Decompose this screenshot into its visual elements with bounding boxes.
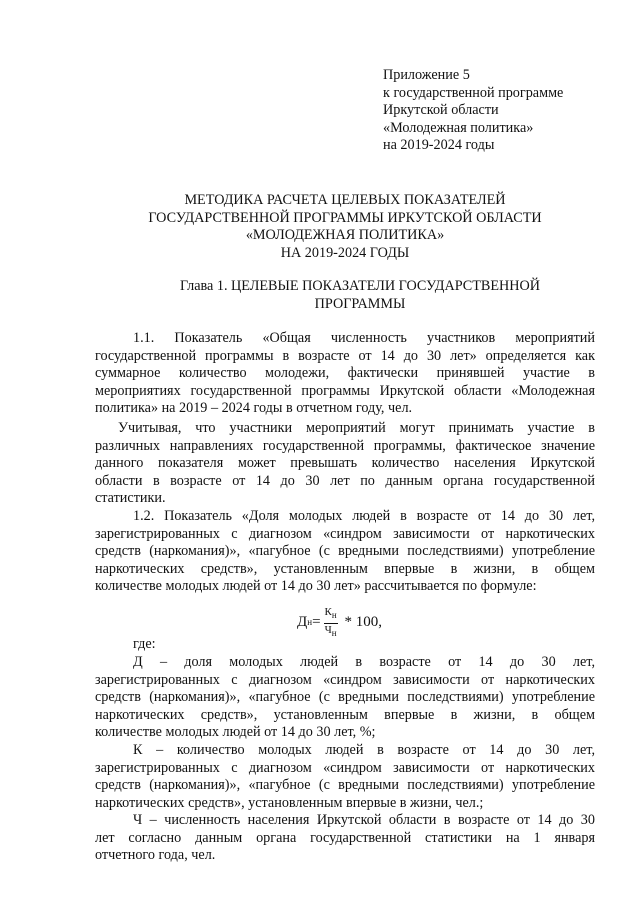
text-line: мероприятиях государственной программы Иркутской области «Молодежная: [95, 382, 595, 399]
text-line: статистики.: [95, 490, 166, 507]
text-line: средств (наркомания)», «пагубное (с вредными последствиями) употребление: [95, 543, 595, 560]
text-line: государственной программы в возрасте от 14 до 30 лет» определяется как: [95, 347, 595, 364]
appendix-line: Приложение 5: [383, 67, 470, 83]
text-line: различных направлениях государственной программы, фактическое значение: [95, 437, 595, 454]
numerator-symbol: К: [324, 606, 332, 619]
fraction-numerator: [324, 607, 338, 623]
text-line: политика» на 2019 – 2024 годы в отчетном году, чел.: [95, 400, 413, 417]
text-line: суммарное количество молодежи, фактически принявшей участие в: [95, 365, 595, 382]
text-line: количестве молодых людей от 14 до 30 лет» рассчитывается по формуле:: [95, 578, 537, 595]
text-line: К – количество молодых людей в возрасте от 14 до 30 лет,: [133, 742, 595, 758]
definition-d: [95, 654, 595, 742]
text-line: зарегистрированных с диагнозом «синдром зависимости от наркотических: [95, 671, 595, 688]
text-line: Ч – численность населения Иркутской области в возрасте от 14 до 30: [133, 812, 595, 828]
denominator-symbol: Ч: [324, 623, 332, 636]
formula-equals: =: [312, 614, 321, 631]
text-line: данного показателя может превышать количество населения Иркутской: [95, 455, 595, 472]
appendix-line: к государственной программе: [383, 84, 564, 101]
text-line: средств (наркомания)», «пагубное (с вредными последствиями) употребление: [95, 689, 595, 706]
appendix-line: на 2019-2024 годы: [383, 137, 495, 154]
formula-tail: * 100,: [340, 614, 382, 631]
appendix-line: Иркутской области: [383, 102, 499, 119]
formula-lhs-sub: н: [307, 617, 313, 628]
text-line: Учитывая, что участники мероприятий могут принимать участие в: [118, 420, 595, 436]
paragraph-1-2: [95, 508, 595, 596]
text-line: наркотических средств», установленным впервые в жизни, чел.;: [95, 794, 484, 811]
formula: [297, 606, 382, 640]
title-line: НА 2019-2024 ГОДЫ: [280, 244, 410, 261]
paragraph-1-1: [95, 330, 595, 418]
appendix-block: [383, 67, 633, 155]
text-line: Д – доля молодых людей в возрасте от 14 до 30 лет,: [133, 654, 595, 670]
text-line: количестве молодых людей от 14 до 30 лет, %;: [95, 724, 376, 741]
text-line: лет согласно данным органа государственной статистики на 1 января: [95, 829, 595, 846]
numerator-sub: н: [331, 610, 337, 621]
chapter-line: Глава 1. ЦЕЛЕВЫЕ ПОКАЗАТЕЛИ ГОСУДАРСТВЕННОЙ: [179, 278, 540, 294]
text-line: зарегистрированных с диагнозом «синдром зависимости от наркотических: [95, 759, 595, 776]
text-line: средств (наркомания)», «пагубное (с вредными последствиями) употребление: [95, 777, 595, 794]
paragraph-considering: [95, 420, 595, 508]
text-line: зарегистрированных с диагнозом «синдром зависимости от наркотических: [95, 525, 595, 542]
text-line: наркотических средств», установленным впервые в жизни, в общем: [95, 706, 595, 723]
document-title: [60, 192, 630, 262]
denominator-sub: н: [331, 627, 337, 638]
text-line: 1.2. Показатель «Доля молодых людей в возрасте от 14 до 30 лет,: [133, 508, 595, 524]
definition-k: [95, 742, 595, 812]
definition-ch: [95, 812, 595, 865]
text-line: отчетного года, чел.: [95, 847, 216, 864]
chapter-heading: [160, 278, 560, 313]
formula-lhs: Д: [297, 614, 308, 631]
title-line: МЕТОДИКА РАСЧЕТА ЦЕЛЕВЫХ ПОКАЗАТЕЛЕЙ: [184, 192, 506, 208]
text-line: наркотических средств», установленным впервые в жизни, в общем: [95, 560, 595, 577]
title-line: ГОСУДАРСТВЕННОЙ ПРОГРАММЫ ИРКУТСКОЙ ОБЛАСТИ: [148, 209, 542, 226]
title-line: «МОЛОДЕЖНАЯ ПОЛИТИКА»: [245, 227, 445, 244]
text-line: области в возрасте от 14 до 30 лет по данным органа государственной: [95, 472, 595, 489]
chapter-line: ПРОГРАММЫ: [314, 295, 406, 312]
appendix-line: «Молодежная политика»: [383, 119, 534, 136]
formula-fraction: [324, 607, 338, 638]
text-line: 1.1. Показатель «Общая численность участников мероприятий: [133, 330, 595, 346]
where-label: [95, 636, 595, 654]
text-line: где:: [133, 636, 156, 652]
